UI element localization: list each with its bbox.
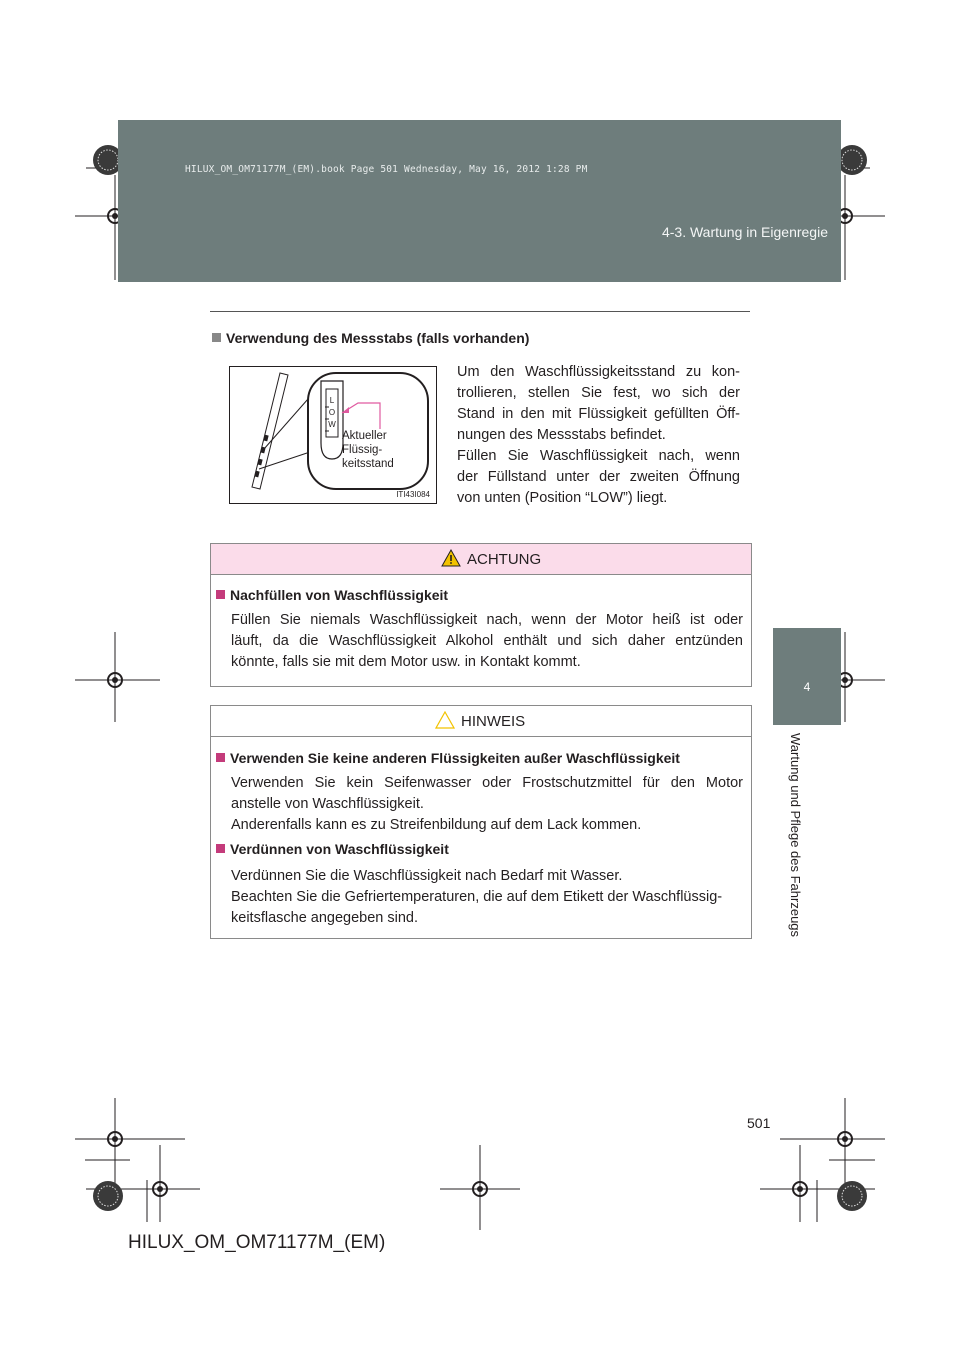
dipstick-letter-o: O bbox=[328, 408, 336, 417]
square-bullet-icon bbox=[216, 590, 225, 599]
warning-item-text: Füllen Sie niemals Waschflüssigkeit nach, wenn der Motor heiß ist oder läuft, da die Waschflüssigkeit Alkohol enthält und sich daher entzünden könnte, falls sie mit dem Motor usw. in Kontakt kommt. bbox=[231, 612, 743, 670]
warning-triangle-icon bbox=[441, 549, 461, 567]
para-line: Um den Waschflüssigkeitsstand zu kon- bbox=[457, 364, 740, 380]
para-line: von unten (Position “LOW”) liegt. bbox=[457, 490, 668, 506]
section-divider bbox=[210, 311, 750, 312]
para-line: der Füllstand unter der zweiten Öffnung bbox=[457, 469, 740, 485]
dipstick-letter-w: W bbox=[328, 420, 336, 429]
section-title: 4-3. Wartung in Eigenregie bbox=[661, 224, 828, 240]
warning-title: ACHTUNG bbox=[467, 551, 542, 568]
chapter-title: Wartung und Pflege des Fahrzeugs bbox=[788, 733, 803, 938]
notice-item-heading: Verwenden Sie keine anderen Flüssigkeiten außer Waschflüssigkeit bbox=[216, 750, 680, 766]
dipstick-heading: Verwendung des Messstabs (falls vorhanden) bbox=[212, 330, 529, 346]
dipstick-paragraph bbox=[457, 362, 740, 509]
square-bullet-icon bbox=[216, 844, 225, 853]
para-line: Stand in den mit Flüssigkeit gefüllten Öff- bbox=[457, 406, 740, 422]
caution-triangle-icon bbox=[435, 711, 455, 729]
warning-item-heading: Nachfüllen von Waschflüssigkeit bbox=[216, 587, 448, 603]
para-line: Füllen Sie Waschflüssigkeit nach, wenn bbox=[457, 448, 740, 464]
warning-box bbox=[210, 543, 752, 687]
chapter-tab bbox=[773, 628, 841, 725]
para-line: nungen des Messstabs befindet. bbox=[457, 427, 666, 443]
footer-code: HILUX_OM_OM71177M_(EM) bbox=[128, 1232, 386, 1253]
notice-item-text: Verwenden Sie kein Seifenwasser oder Frostschutzmittel für den Motor anstelle von Waschflüssigkeit. Anderenfalls kann es zu Streifenbildung auf dem Lack kommen. bbox=[231, 775, 743, 833]
dipstick-illustration bbox=[230, 367, 436, 503]
notice-item-heading: Verdünnen von Waschflüssigkeit bbox=[216, 841, 449, 857]
dipstick-letter-l: L bbox=[329, 396, 335, 405]
para-line: trollieren, stellen Sie fest, wo sich der bbox=[457, 385, 740, 401]
notice-box bbox=[210, 705, 752, 939]
book-info: HILUX_OM_OM71177M_(EM).book Page 501 Wednesday, May 16, 2012 1:28 PM bbox=[185, 164, 588, 175]
figure-label: Aktueller Flüssig- keitsstand bbox=[342, 430, 394, 470]
chapter-number: 4 bbox=[803, 680, 811, 694]
notice-box-header bbox=[211, 706, 751, 737]
chapter-title-vertical bbox=[788, 733, 808, 963]
page-number: 501 bbox=[747, 1115, 771, 1131]
notice-item-text: Verdünnen Sie die Waschflüssigkeit nach Bedarf mit Wasser. Beachten Sie die Gefriertemperaturen, die auf dem Etikett der Waschflüssig- keitsflasche angegeben sind. bbox=[231, 868, 723, 926]
square-bullet-icon bbox=[212, 333, 221, 342]
square-bullet-icon bbox=[216, 753, 225, 762]
figure-code: ITI43I084 bbox=[396, 490, 430, 499]
notice-title: HINWEIS bbox=[461, 713, 526, 730]
dipstick-figure bbox=[229, 366, 437, 504]
warning-box-header bbox=[211, 544, 751, 575]
